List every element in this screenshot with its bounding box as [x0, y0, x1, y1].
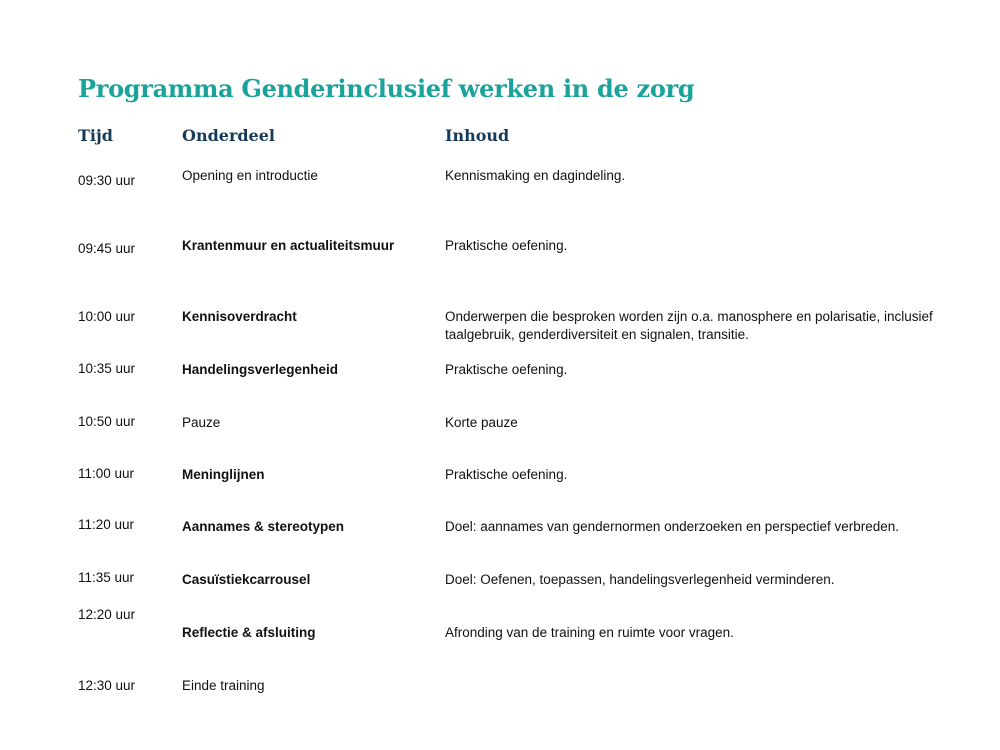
row-time: 10:00 uur: [78, 309, 136, 324]
row-part: Opening en introductie: [182, 168, 318, 183]
row-time: 10:35 uur: [78, 361, 136, 376]
row-time: 10:50 uur: [78, 414, 136, 429]
row-content: Afronding van de training en ruimte voor vragen.: [445, 625, 734, 640]
row-part: Krantenmuur en actualiteitsmuur: [182, 238, 395, 253]
row-content: Doel: Oefenen, toepassen, handelingsverlegenheid verminderen.: [445, 572, 835, 587]
row-time: 12:20 uur: [78, 607, 136, 622]
row-part: Casuïstiekcarrousel: [182, 572, 311, 587]
column-header-time: Tijd: [78, 126, 113, 145]
page-title: Programma Genderinclusief werken in de zorg: [78, 74, 695, 103]
row-time: 09:45 uur: [78, 241, 136, 256]
row-part: Kennisoverdracht: [182, 309, 297, 324]
row-time: 09:30 uur: [78, 173, 136, 188]
column-header-content: Inhoud: [445, 126, 510, 145]
row-content: Doel: aannames van gendernormen onderzoeken en perspectief verbreden.: [445, 519, 900, 534]
row-content: Praktische oefening.: [445, 362, 568, 377]
row-part: Handelingsverlegenheid: [182, 362, 339, 377]
row-content: Korte pauze: [445, 415, 518, 430]
row-content: Praktische oefening.: [445, 238, 568, 253]
row-part: Pauze: [182, 415, 221, 430]
row-content: Praktische oefening.: [445, 467, 568, 482]
row-content: Onderwerpen die besproken worden zijn o.a. manosphere en polarisatie, inclusief taalgebruik, genderdiversiteit en signalen, transitie.: [445, 309, 933, 342]
row-content: Kennismaking en dagindeling.: [445, 168, 626, 183]
row-time: 11:20 uur: [78, 517, 135, 532]
row-time: 11:35 uur: [78, 570, 135, 585]
column-header-part: Onderdeel: [182, 126, 275, 145]
row-part: Einde training: [182, 678, 265, 693]
row-time: 11:00 uur: [78, 466, 135, 481]
row-part: Aannames & stereotypen: [182, 519, 345, 534]
row-time: 12:30 uur: [78, 678, 136, 693]
row-part: Meninglijnen: [182, 467, 265, 482]
row-part: Reflectie & afsluiting: [182, 625, 316, 640]
